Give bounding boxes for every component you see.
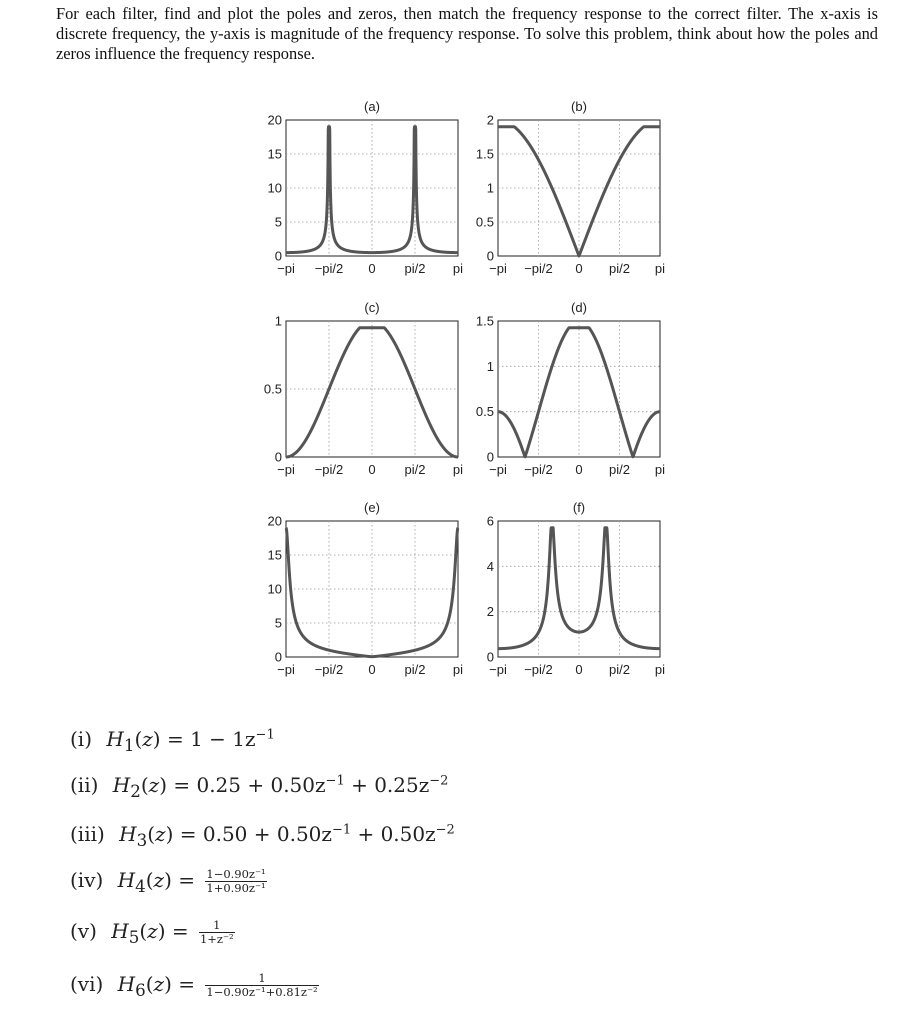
plot-c-x-tick-label: pi: [452, 462, 464, 477]
plot-e-x-tick-label: −pi: [277, 662, 295, 677]
plot-d-x-tick-label: pi: [654, 462, 666, 477]
plot-d-title: (d): [571, 300, 587, 315]
plot-b-y-tick-label: 2: [486, 112, 494, 128]
plot-c-x-tick-label: −pi: [277, 462, 295, 477]
plot-b-x-tick-label: 0: [575, 261, 583, 276]
plot-e-title: (e): [364, 500, 380, 515]
plot-b-x-tick-label: pi/2: [609, 261, 630, 276]
plot-a-x-tick-label: −pi/2: [314, 261, 344, 276]
fraction: $\frac{\text{1−0.90z⁻¹}}{\text{1+0.90z⁻¹}}$: [206, 867, 266, 895]
plot-b-y-tick-label: 0: [486, 248, 494, 264]
plot-d-y-tick-label: 0: [486, 449, 494, 465]
plot-e-y-tick-label: 10: [267, 581, 282, 597]
plot-a-y-tick-label: 0: [274, 248, 282, 264]
plot-d-y-tick-label: 0.5: [475, 404, 494, 420]
plot-a-x-tick-label: −pi: [277, 261, 295, 276]
plot-e-y-tick-label: 20: [267, 513, 282, 529]
plot-d-x-tick-label: −pi/2: [524, 462, 553, 477]
plot-e-x-tick-label: −pi/2: [314, 662, 344, 677]
plot-b-title: (b): [571, 99, 587, 114]
plot-e-x-tick-label: pi/2: [404, 662, 426, 677]
plot-b-y-tick-label: 0.5: [475, 214, 494, 230]
plot-a-title: (a): [364, 99, 380, 114]
plot-c-x-tick-label: 0: [368, 462, 376, 477]
plot-c-title: (c): [364, 300, 380, 315]
plot-b-x-tick-label: pi: [654, 261, 666, 276]
equation-2: (ii) $H_2(z) = 0.25 + 0.50z^{-1} + 0.25z^{-2}$: [70, 773, 449, 801]
plot-e-x-tick-label: pi: [452, 662, 464, 677]
equation-5: (v) $H_5(z)$ = $\frac{1}{\text{1+z⁻²}}$: [70, 918, 234, 947]
equation-4: (iv) $H_4(z)$ = $\frac{\text{1−0.90z⁻¹}}{\text{1+0.90z⁻¹}}$: [70, 867, 266, 896]
plot-f-x-tick-label: pi: [654, 662, 666, 677]
plot-a-x-tick-label: 0: [368, 261, 376, 276]
plot-a-x-tick-label: pi: [452, 261, 464, 276]
plot-d-y-tick-label: 1: [486, 358, 494, 374]
plot-b-y-tick-label: 1.5: [475, 146, 494, 162]
plot-f-title: (f): [572, 500, 586, 515]
equation-1: (i) $H_1(z) = 1 - 1z^{-1}$: [70, 727, 275, 755]
plot-e-y-tick-label: 5: [274, 615, 282, 631]
plot-f-y-tick-label: 6: [486, 513, 494, 529]
problem-statement: For each filter, find and plot the poles and zeros, then match the frequency response to the correct filter. The x-axis is discrete frequency, the y-axis is magnitude of the frequency response. To solve this problem, think about how the poles and zeros influence the frequency response.: [56, 4, 878, 63]
plot-f-x-tick-label: −pi: [489, 662, 507, 677]
fraction: $\frac{1}{\text{1−0.90z⁻¹+0.81z⁻²}}$: [206, 971, 318, 999]
plot-c-y-tick-label: 0.5: [263, 381, 282, 397]
plot-e-x-tick-label: 0: [368, 662, 376, 677]
plot-d-x-tick-label: 0: [575, 462, 583, 477]
plot-a-x-tick-label: pi/2: [404, 261, 426, 276]
plot-b-x-tick-label: −pi/2: [524, 261, 553, 276]
plot-d-x-tick-label: −pi: [489, 462, 507, 477]
plot-f-x-tick-label: pi/2: [609, 662, 630, 677]
equation-3: (iii) $H_3(z) = 0.50 + 0.50z^{-1} + 0.50z^{-2}$: [70, 822, 455, 850]
fraction: $\frac{1}{\text{1+z⁻²}}$: [199, 918, 234, 946]
plot-a-y-tick-label: 15: [267, 146, 282, 162]
plot-d-x-tick-label: pi/2: [609, 462, 630, 477]
plot-a-y-tick-label: 5: [274, 214, 282, 230]
plot-f-y-tick-label: 0: [486, 649, 494, 665]
plot-f-x-tick-label: −pi/2: [524, 662, 553, 677]
plot-c-x-tick-label: pi/2: [404, 462, 426, 477]
plot-a-y-tick-label: 20: [267, 112, 282, 128]
plot-f-y-tick-label: 2: [486, 604, 494, 620]
plot-d-y-tick-label: 1.5: [475, 313, 494, 329]
equation-6: (vi) $H_6(z)$ = $\frac{1}{\text{1−0.90z⁻¹+0.81z⁻²}}$: [70, 971, 318, 1000]
plot-e-y-tick-label: 15: [267, 547, 282, 563]
plot-c-x-tick-label: −pi/2: [314, 462, 344, 477]
plot-e-y-tick-label: 0: [274, 649, 282, 665]
plot-a-y-tick-label: 10: [267, 180, 282, 196]
plot-b-y-tick-label: 1: [486, 180, 494, 196]
plot-b-x-tick-label: −pi: [489, 261, 507, 276]
plot-f-y-tick-label: 4: [486, 558, 494, 574]
plot-c-y-tick-label: 0: [274, 449, 282, 465]
plot-f-x-tick-label: 0: [575, 662, 583, 677]
plot-c-y-tick-label: 1: [274, 313, 282, 329]
